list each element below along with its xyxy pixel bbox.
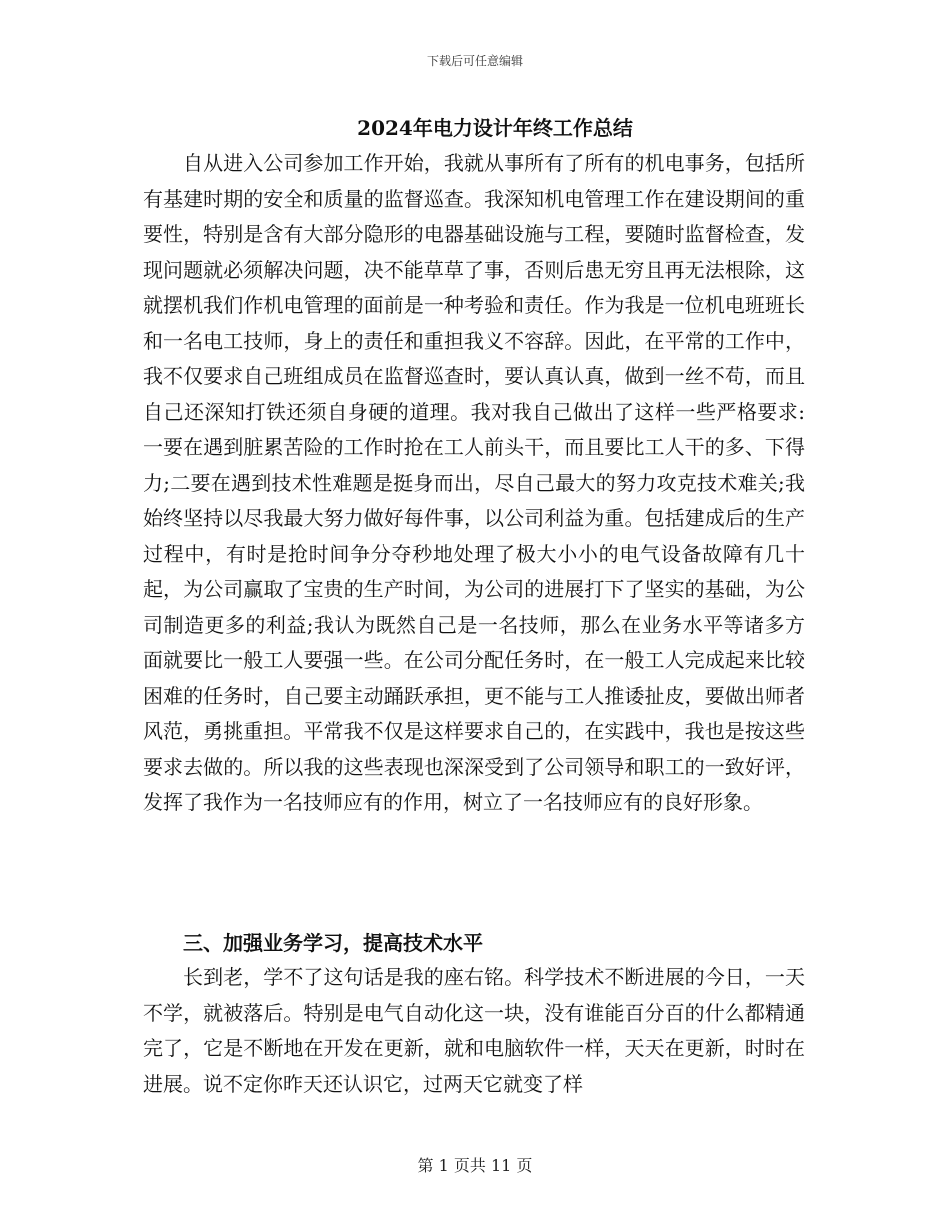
document-title: 2024年电力设计年终工作总结 <box>357 116 633 140</box>
body-paragraph-1 <box>143 146 805 821</box>
page-number-footer: 第 1 页共 11 页 <box>417 1156 533 1175</box>
paragraph-1-text: 自从进入公司参加工作开始，我就从事所有了所有的机电事务，包括所有基建时期的安全和质量的监督巡查。我深知机电管理工作在建设期间的重要性，特别是含有大部分隐形的电器基础设施与工程，要随时监督检查，发现问题就必须解决问题，决不能草草了事，否则后患无穷且再无法根除，这就摆机我们作机电管理的面前是一种考验和责任。作为我是一位机电班班长和一名电工技师，身上的责任和重担我义不容辞。因此，在平常的工作中，我不仅要求自己班组成员在监督巡查时，要认真认真，做到一丝不苟，而且自己还深知打铁还须自身硬的道理。我对我自己做出了这样一些严格要求:一要在遇到脏累苦险的工作时抢在工人前头干，而且要比工人干的多、下得力;二要在遇到技术性难题是挺身而出，尽自己最大的努力攻克技术难关;我始终坚持以尽我最大努力做好每件事，以公司利益为重。包括建成后的生产过程中，有时是抢时间争分夺秒地处理了极大小小的电气设备故障有几十起，为公司赢取了宝贵的生产时间，为公司的进展打下了坚实的基础，为公司制造更多的利益;我认为既然自己是一名技师，那么在业务水平等诸多方面就要比一般工人要强一些。在公司分配任务时，在一般工人完成起来比较困难的任务时，自己要主动踊跃承担，更不能与工人推诿扯皮，要做出师者风范，勇挑重担。平常我不仅是这样要求自己的，在实践中，我也是按这些要求去做的。所以我的这些表现也深深受到了公司领导和职工的一致好评，发挥了我作为一名技师应有的作用，树立了一名技师应有的良好形象。 <box>143 151 805 814</box>
page-header-note: 下载后可任意编辑 <box>426 54 523 68</box>
section-heading: 三、加强业务学习，提高技术水平 <box>183 931 483 955</box>
body-paragraph-2 <box>143 960 805 1102</box>
paragraph-2-text: 长到老，学不了这句话是我的座右铭。科学技术不断进展的今日，一天不学，就被落后。特别是电气自动化这一块，没有谁能百分百的什么都精通完了，它是不断地在开发在更新，就和电脑软件一样，天天在更新，时时在进展。说不定你昨天还认识它，过两天它就变了样 <box>143 965 805 1096</box>
